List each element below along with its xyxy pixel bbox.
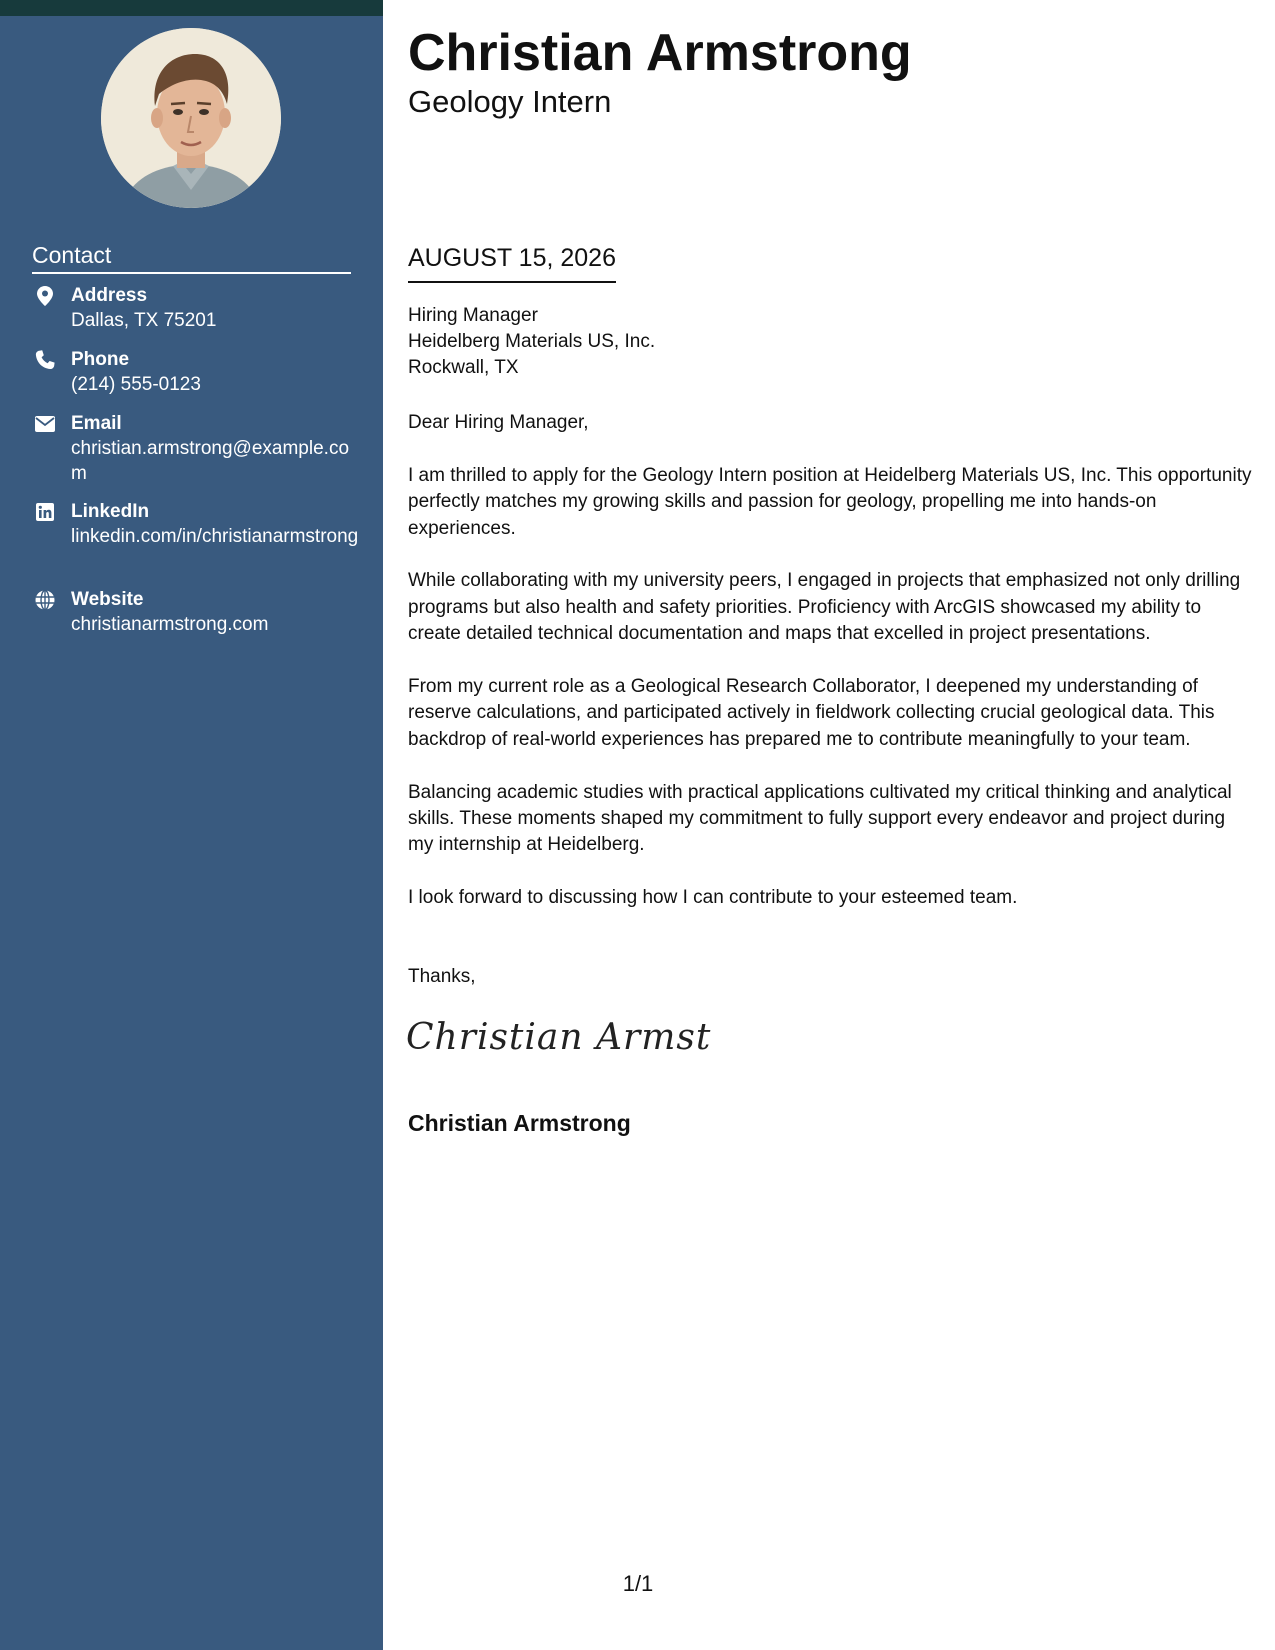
closing: Thanks, bbox=[408, 966, 476, 987]
letter-date: AUGUST 15, 2026 bbox=[408, 243, 616, 283]
envelope-icon bbox=[32, 414, 58, 434]
job-title: Geology Intern bbox=[408, 84, 612, 119]
handwritten-signature: Christian Armst bbox=[406, 1017, 712, 1058]
contact-label-phone: Phone bbox=[71, 349, 130, 370]
body-paragraph: I am thrilled to apply for the Geology Intern position at Heidelberg Materials US, Inc. This opportunity perfectly matches my growing skills and passion for geology, propelling me into hands-on experiences. bbox=[408, 464, 1252, 539]
body-paragraph: Balancing academic studies with practical applications cultivated my critical thinking and analytical skills. These moments shaped my commitment to fully support every endeavor and project during my internship at Heidelberg. bbox=[408, 781, 1232, 856]
contact-value-address: Dallas, TX 75201 bbox=[71, 310, 217, 331]
recipient-line: Heidelberg Materials US, Inc. bbox=[408, 331, 656, 352]
body-paragraph: From my current role as a Geological Research Collaborator, I deepened my understanding of reserve calculations, and participated actively in fieldwork collecting crucial geological data. This backdrop of real-world experiences has prepared me to contribute meaningfully to your team. bbox=[408, 676, 1215, 750]
contact-value-linkedin[interactable]: linkedin.com/in/christianarmstrong bbox=[71, 526, 359, 547]
page-number: 1/1 bbox=[622, 1571, 654, 1596]
map-pin-icon bbox=[32, 286, 58, 306]
contact-value-phone[interactable]: (214) 555-0123 bbox=[71, 374, 201, 395]
signed-name: Christian Armstrong bbox=[408, 1110, 631, 1136]
contact-label-email: Email bbox=[71, 413, 122, 434]
greeting: Dear Hiring Manager, bbox=[408, 412, 589, 433]
avatar bbox=[101, 28, 281, 208]
contact-label-address: Address bbox=[71, 285, 148, 306]
recipient-line: Hiring Manager bbox=[408, 305, 538, 326]
contact-value-email[interactable]: christian.armstrong@example.com bbox=[71, 438, 350, 484]
body-paragraph: While collaborating with my university peers, I engaged in projects that emphasized not only drilling programs but also health and safety priorities. Proficiency with ArcGIS showcased my ability to create detailed technical documentation and maps that excelled in project presentations. bbox=[408, 570, 1241, 645]
globe-icon bbox=[32, 590, 58, 610]
sidebar-top-bar bbox=[0, 0, 383, 16]
applicant-name: Christian Armstrong bbox=[408, 24, 912, 82]
body-paragraph: I look forward to discussing how I can contribute to your esteemed team. bbox=[408, 887, 1018, 909]
contact-label-linkedin: LinkedIn bbox=[71, 501, 150, 522]
contact-label-website: Website bbox=[71, 589, 144, 610]
recipient-line: Rockwall, TX bbox=[408, 357, 519, 378]
letter-body bbox=[408, 410, 1252, 938]
contact-value-website[interactable]: christianarmstrong.com bbox=[71, 614, 269, 635]
linkedin-icon bbox=[32, 502, 58, 522]
avatar-portrait bbox=[101, 28, 281, 208]
contact-heading: Contact bbox=[32, 240, 351, 274]
sidebar bbox=[0, 0, 383, 1650]
phone-icon bbox=[32, 350, 58, 370]
recipient-block bbox=[408, 303, 655, 381]
